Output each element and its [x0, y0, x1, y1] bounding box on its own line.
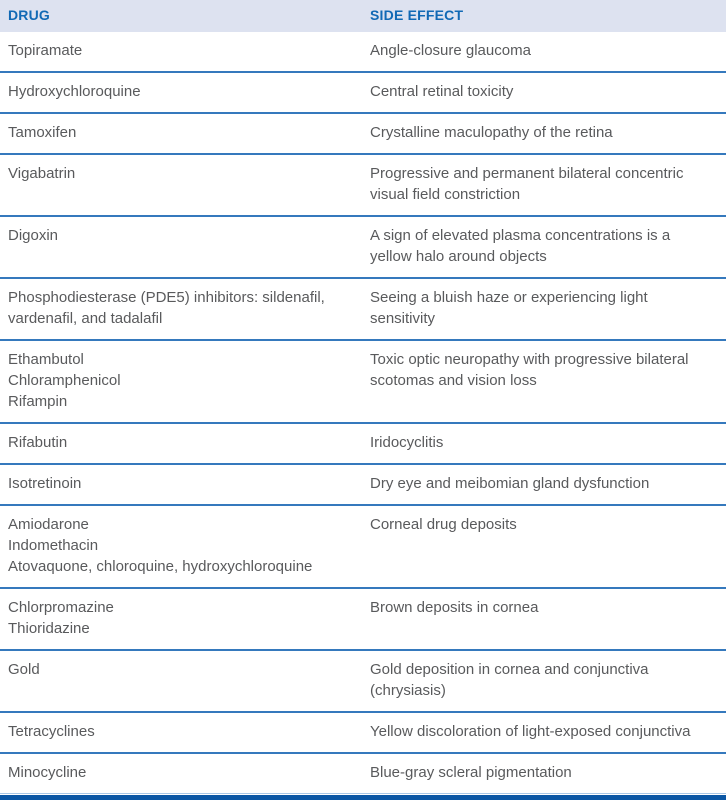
drug-name: Gold [8, 661, 40, 678]
drug-name: Rifampin [8, 393, 68, 410]
drug-cell [0, 122, 362, 143]
table-row [0, 114, 726, 155]
drug-name: Vigabatrin [8, 165, 76, 182]
drug-cell [0, 40, 362, 61]
drug-cell [0, 659, 362, 701]
side-effect-cell: A sign of elevated plasma concentrations is a yellow halo around objects [370, 227, 671, 265]
drug-name: Chlorpromazine [8, 599, 114, 616]
drug-cell [0, 225, 362, 267]
table-row [0, 73, 726, 114]
table-header-row [0, 0, 726, 32]
drug-cell [0, 163, 362, 205]
drug-name: Tetracyclines [8, 723, 95, 740]
drug-name: Ethambutol [8, 351, 84, 368]
table-row [0, 754, 726, 794]
column-header-side-effect: SIDE EFFECT [370, 7, 464, 23]
drug-cell [0, 514, 362, 577]
side-effect-cell: Yellow discoloration of light-exposed conjunctiva [370, 723, 691, 740]
table-row [0, 279, 726, 341]
drug-cell [0, 762, 362, 783]
drug-name: Phosphodiesterase (PDE5) inhibitors: sildenafil, vardenafil, and tadalafil [8, 289, 325, 327]
table-row [0, 424, 726, 465]
drug-name: Digoxin [8, 227, 59, 244]
drug-name: Topiramate [8, 42, 83, 59]
table-row [0, 465, 726, 506]
drug-name: Chloramphenicol [8, 372, 121, 389]
drug-name: Amiodarone [8, 516, 89, 533]
table-row [0, 651, 726, 713]
table-row [0, 32, 726, 73]
drug-cell [0, 597, 362, 639]
side-effect-cell: Central retinal toxicity [370, 83, 514, 100]
table-row [0, 217, 726, 279]
side-effect-cell: Seeing a bluish haze or experiencing light sensitivity [370, 289, 648, 327]
drug-name: Minocycline [8, 764, 87, 781]
drug-cell [0, 473, 362, 494]
drug-name: Tamoxifen [8, 124, 77, 141]
side-effect-cell: Blue-gray scleral pigmentation [370, 764, 572, 781]
side-effect-cell: Progressive and permanent bilateral concentric visual field constriction [370, 165, 684, 203]
table-row [0, 713, 726, 754]
side-effect-cell: Toxic optic neuropathy with progressive bilateral scotomas and vision loss [370, 351, 689, 389]
table-row [0, 341, 726, 424]
side-effect-cell: Gold deposition in cornea and conjunctiva (chrysiasis) [370, 661, 649, 699]
drug-cell [0, 287, 362, 329]
drug-cell [0, 81, 362, 102]
side-effect-cell: Iridocyclitis [370, 434, 444, 451]
drug-name: Atovaquone, chloroquine, hydroxychloroquine [8, 558, 313, 575]
side-effect-cell: Crystalline maculopathy of the retina [370, 124, 613, 141]
side-effect-cell: Brown deposits in cornea [370, 599, 539, 616]
drug-name: Hydroxychloroquine [8, 83, 141, 100]
drug-name: Thioridazine [8, 620, 90, 637]
drug-name: Indomethacin [8, 537, 99, 554]
side-effect-cell: Corneal drug deposits [370, 516, 517, 533]
drug-name: Rifabutin [8, 434, 68, 451]
side-effect-cell: Dry eye and meibomian gland dysfunction [370, 475, 650, 492]
table-row [0, 506, 726, 589]
side-effect-cell: Angle-closure glaucoma [370, 42, 531, 59]
drug-cell [0, 349, 362, 412]
table-row [0, 589, 726, 651]
drug-name: Isotretinoin [8, 475, 82, 492]
table-row [0, 155, 726, 217]
drug-cell [0, 721, 362, 742]
column-header-drug: DRUG [8, 7, 51, 23]
drug-cell [0, 432, 362, 453]
